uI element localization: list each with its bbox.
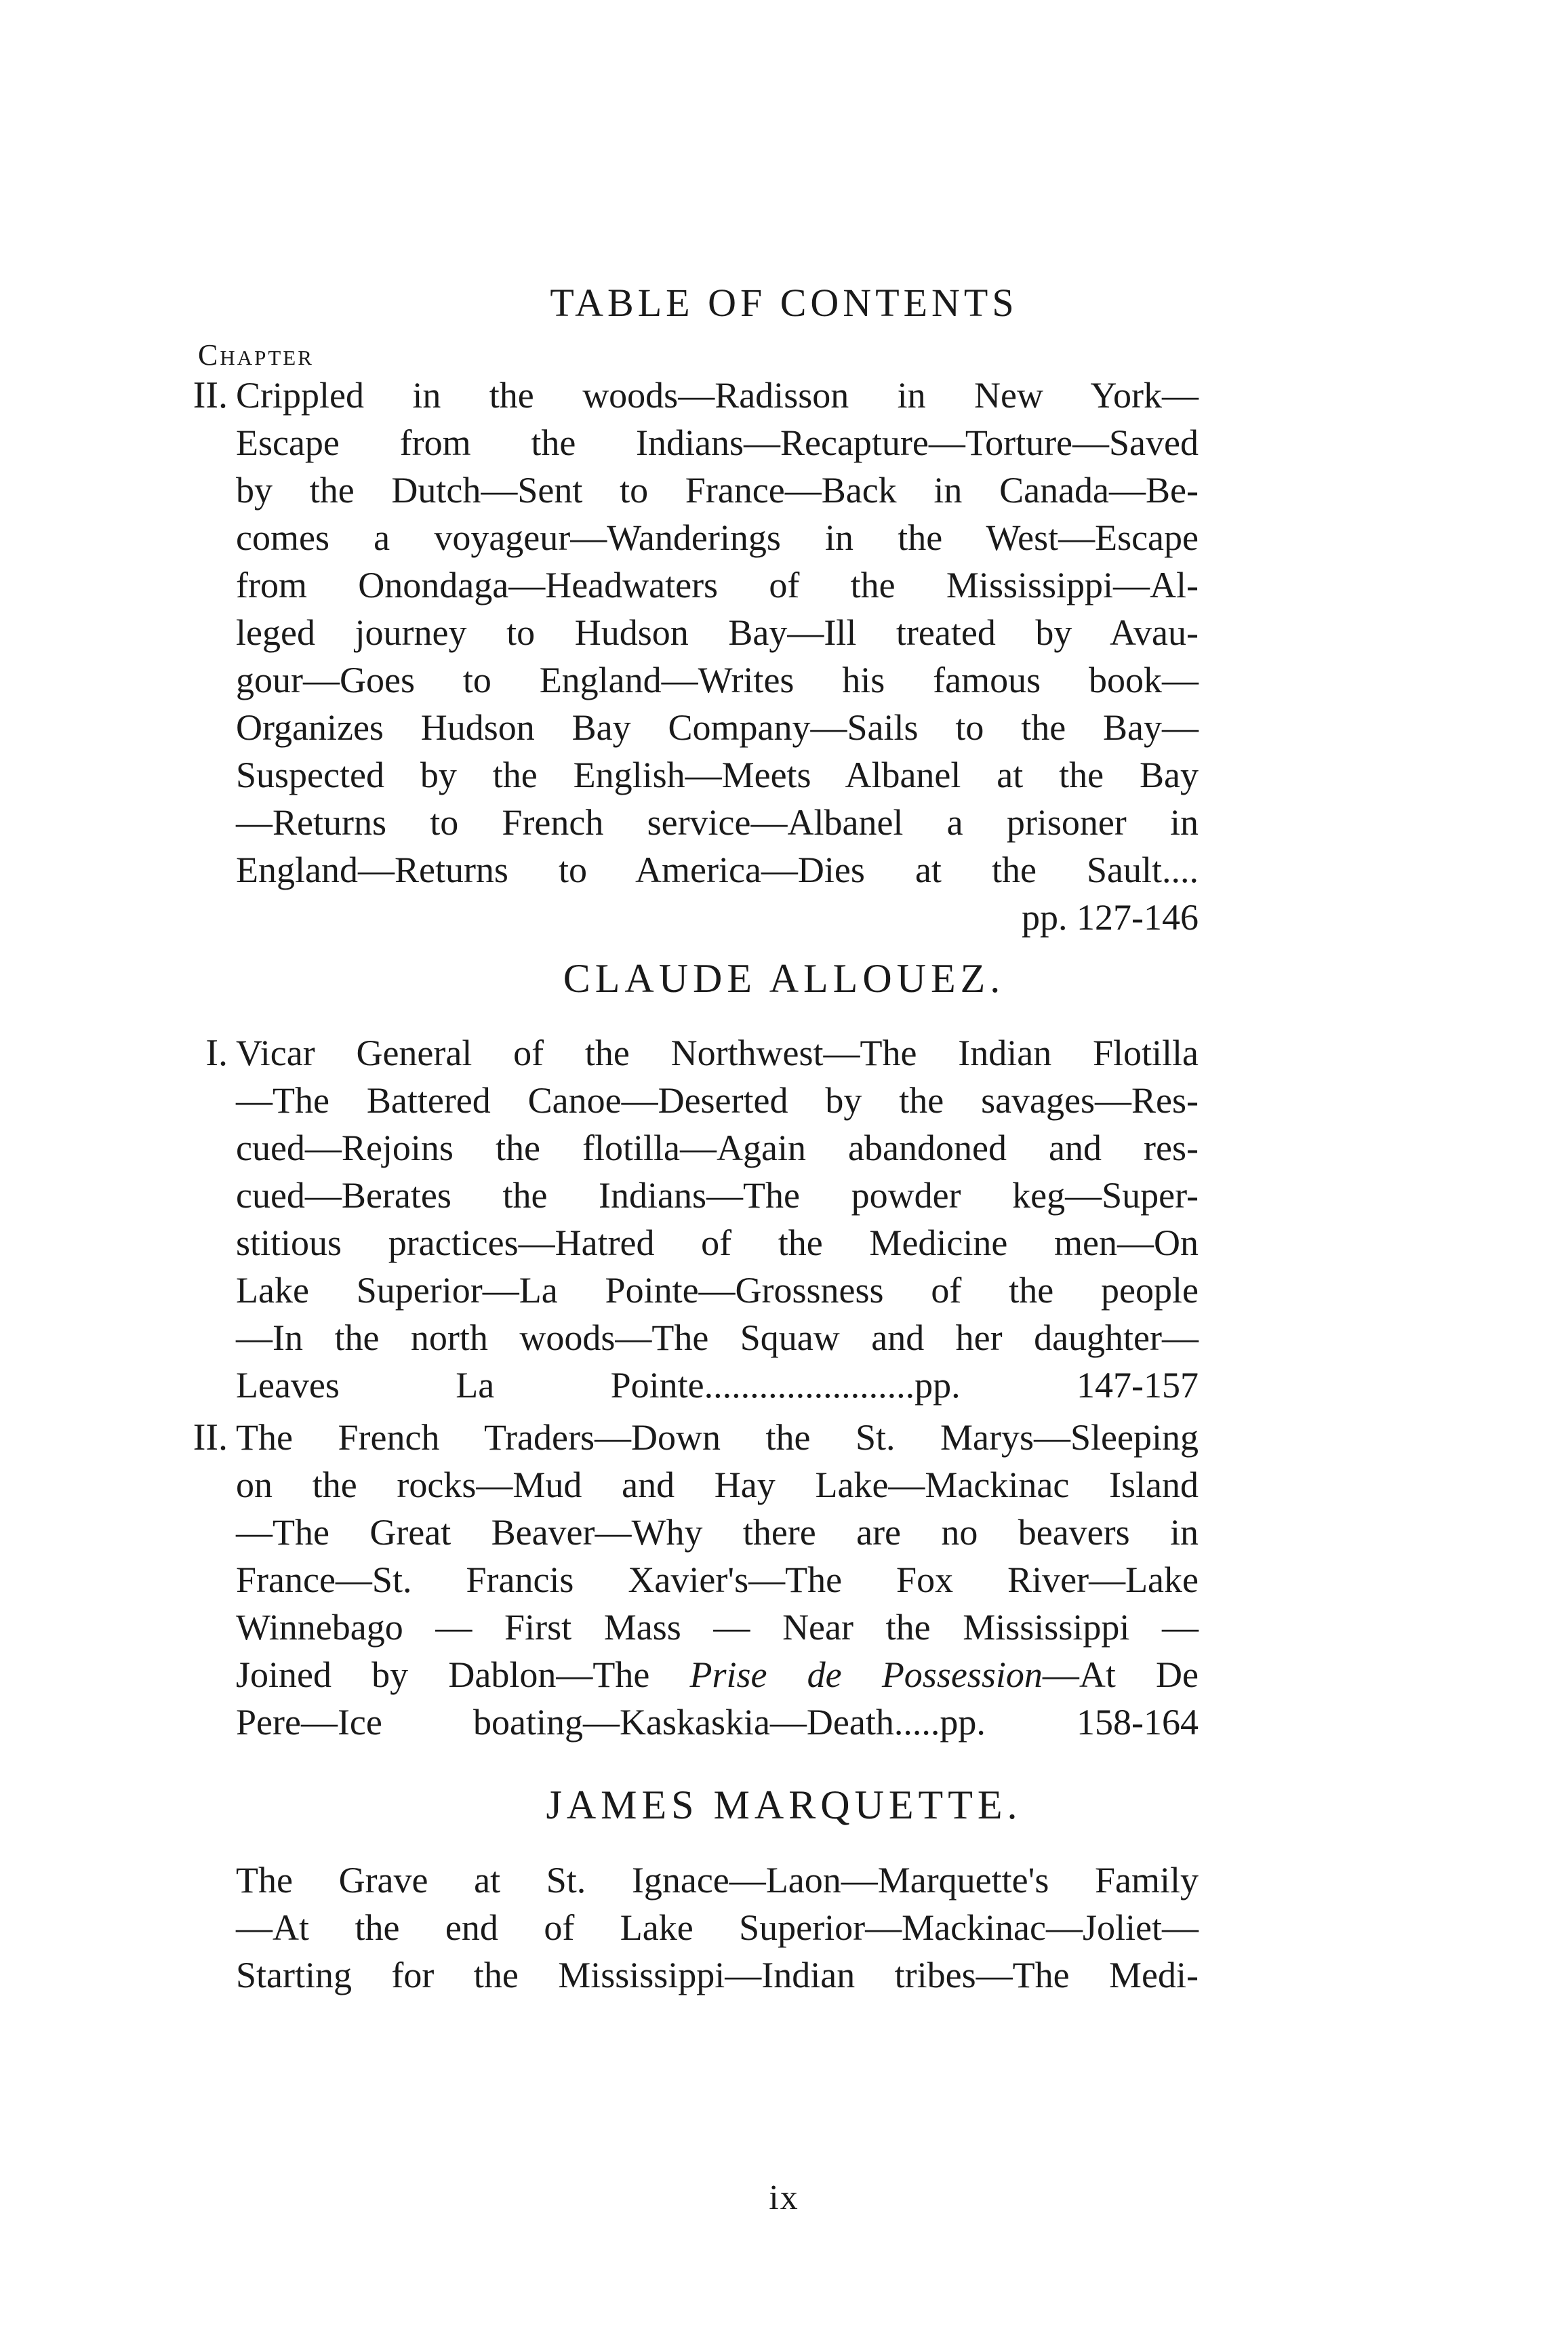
- toc-entry-allouez-ii: [193, 1414, 1199, 1746]
- toc-line: The Grave at St. Ignace—Laon—Marquette's Family: [236, 1860, 1199, 1901]
- toc-line: comes a voyageur—Wanderings in the West—Escape: [236, 517, 1199, 558]
- toc-line: —The Great Beaver—Why there are no beavers in: [236, 1512, 1199, 1553]
- toc-line: Escape from the Indians—Recapture—Torture—Saved: [236, 422, 1199, 463]
- toc-line: Vicar General of the Northwest—The Indian Flotilla: [236, 1033, 1199, 1073]
- section-heading-allouez: CLAUDE ALLOUEZ.: [563, 956, 1005, 1001]
- toc-line: from Onondaga—Headwaters of the Mississippi—Al-: [236, 565, 1199, 605]
- toc-line: on the rocks—Mud and Hay Lake—Mackinac Island: [236, 1465, 1199, 1505]
- toc-line: —The Battered Canoe—Deserted by the savages—Res-: [236, 1080, 1199, 1121]
- toc-line: Winnebago — First Mass — Near the Mississippi —: [236, 1607, 1199, 1648]
- toc-line: leged journey to Hudson Bay—Ill treated by Avau-: [236, 612, 1199, 653]
- toc-line: Suspected by the English—Meets Albanel at the Bay: [236, 755, 1199, 795]
- running-head: TABLE OF CONTENTS: [550, 281, 1018, 325]
- section-heading-marquette: JAMES MARQUETTE.: [546, 1783, 1022, 1827]
- toc-line: England—Returns to America—Dies at the Sault....: [236, 850, 1199, 890]
- page-range: pp. 127-146: [1022, 897, 1199, 938]
- toc-line: cued—Berates the Indians—The powder keg—Super-: [236, 1175, 1199, 1216]
- toc-line: —At the end of Lake Superior—Mackinac—Joliet—: [236, 1907, 1199, 1948]
- chapter-number: II.: [193, 1416, 228, 1458]
- toc-line: Crippled in the woods—Radisson in New York—: [236, 375, 1199, 416]
- toc-line: Starting for the Mississippi—Indian tribes—The Medi-: [236, 1955, 1199, 1995]
- italic-phrase: Prise de Possession: [689, 1654, 1043, 1695]
- chapter-number: II.: [193, 374, 228, 416]
- toc-line: gour—Goes to England—Writes his famous book—: [236, 660, 1199, 700]
- toc-line: Joined by Dablon—The Prise de Possession—At De: [236, 1654, 1199, 1695]
- toc-line: —In the north woods—The Squaw and her daughter—: [236, 1317, 1199, 1358]
- toc-entry-allouez-i: [205, 1029, 1199, 1409]
- toc-line: stitious practices—Hatred of the Medicine men—On: [236, 1222, 1199, 1263]
- toc-line: Lake Superior—La Pointe—Grossness of the people: [236, 1270, 1199, 1311]
- toc-line: France—St. Francis Xavier's—The Fox River—Lake: [236, 1559, 1199, 1600]
- toc-line: The French Traders—Down the St. Marys—Sleeping: [236, 1417, 1199, 1458]
- toc-line: Organizes Hudson Bay Company—Sails to the Bay—: [236, 707, 1199, 748]
- toc-line: —Returns to French service—Albanel a prisoner in: [236, 802, 1199, 843]
- toc-line: by the Dutch—Sent to France—Back in Canada—Be-: [236, 470, 1199, 511]
- page-folio: ix: [769, 2178, 799, 2217]
- toc-entry-marquette: [236, 1856, 1199, 1999]
- toc-line: Pere—Ice boating—Kaskaskia—Death.....pp. 158-164: [236, 1702, 1199, 1743]
- chapter-label: Chapter: [198, 338, 314, 372]
- toc-line: Leaves La Pointe.......................pp. 147-157: [236, 1365, 1199, 1406]
- toc-line: cued—Rejoins the flotilla—Again abandoned and res-: [236, 1128, 1199, 1168]
- toc-entry-radisson-ii: [193, 372, 1199, 941]
- chapter-number: I.: [205, 1032, 228, 1074]
